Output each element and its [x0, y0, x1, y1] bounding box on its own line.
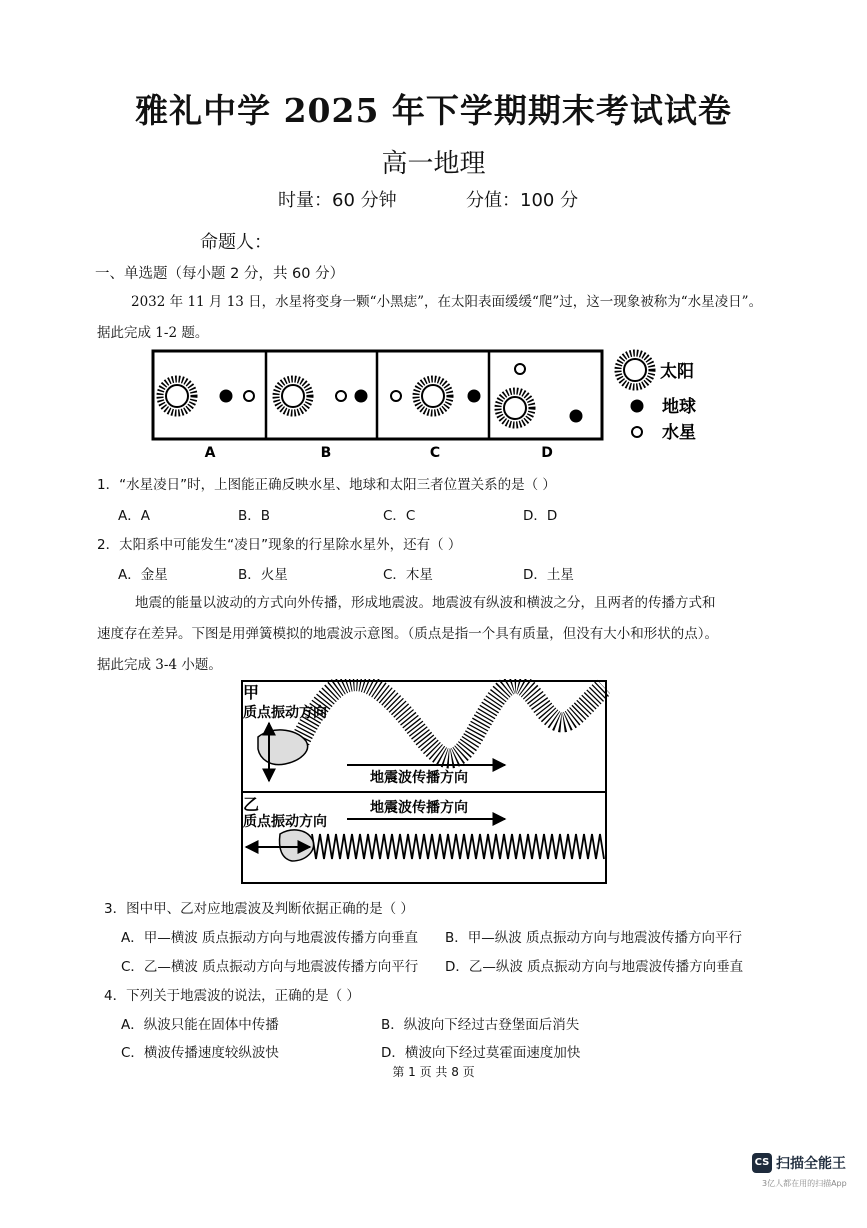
- legend-mercury-label: 水星: [662, 423, 696, 443]
- time-limit: 时量：60 分钟: [278, 190, 397, 211]
- passage-line-2: 速度存在差异。下图是用弹簧模拟的地震波示意图。（质点是指一个具有质量，但没有大小和形状的点）。: [97, 626, 718, 642]
- passage-line-3: 据此完成 3-4 小题。: [97, 657, 222, 673]
- q2-option-a[interactable]: A．金星: [118, 567, 168, 583]
- legend-earth-icon: [631, 400, 644, 413]
- question-2-stem: 2．太阳系中可能发生“凌日”现象的行星除水星外，还有（ ）: [97, 537, 462, 553]
- q3-option-b[interactable]: B．甲—纵波 质点振动方向与地震波传播方向平行: [445, 930, 743, 946]
- page-number: 第 1 页 共 8 页: [392, 1065, 475, 1079]
- transit-figure: [150, 348, 710, 463]
- mercury-icon: [391, 391, 401, 401]
- vibration-direction-label-bottom: 质点振动方向: [243, 814, 327, 830]
- author-line: 命题人：: [200, 232, 272, 253]
- q4-option-d[interactable]: D．横波向下经过莫霍面速度加快: [381, 1045, 581, 1061]
- legend-earth-label: 地球: [662, 397, 696, 417]
- propagation-direction-label-top: 地震波传播方向: [370, 770, 468, 786]
- q2-option-d[interactable]: D．土星: [523, 567, 574, 583]
- earth-icon: [355, 390, 368, 403]
- q1-option-d[interactable]: D．D: [523, 508, 558, 524]
- wave-label-top: 甲: [243, 683, 260, 702]
- q4-option-c[interactable]: C．横波传播速度较纵波快: [121, 1045, 279, 1061]
- legend-mercury-icon: [632, 427, 642, 437]
- q3-option-d[interactable]: D．乙—纵波 质点振动方向与地震波传播方向垂直: [445, 959, 744, 975]
- intro-line-2: 据此完成 1-2 题。: [97, 325, 209, 341]
- panel-label-a: A: [204, 445, 216, 461]
- earth-icon: [468, 390, 481, 403]
- propagation-direction-label-bottom: 地震波传播方向: [370, 800, 468, 816]
- question-3-stem: 3．图中甲、乙对应地震波及判断依据正确的是（ ）: [104, 901, 414, 917]
- longitudinal-spring: [312, 834, 604, 859]
- hand-icon: [280, 830, 314, 861]
- seismic-wave-figure: [240, 679, 610, 887]
- q1-option-a[interactable]: A．A: [118, 508, 150, 524]
- sun-icon: [416, 379, 450, 413]
- earth-icon: [570, 410, 583, 423]
- hand-icon: [258, 730, 308, 765]
- q1-option-b[interactable]: B．B: [238, 508, 271, 524]
- sun-icon: [498, 391, 532, 425]
- passage-line-1: 地震的能量以波动的方式向外传播，形成地震波。地震波有纵波和横波之分，且两者的传播方式和: [135, 595, 716, 611]
- exam-title: 雅礼中学 2025 年下学期期末考试试卷: [135, 91, 732, 130]
- subject-title: 高一地理: [381, 149, 486, 179]
- sun-icon: [160, 379, 194, 413]
- q1-option-c[interactable]: C．C: [383, 508, 416, 524]
- panel-label-d: D: [541, 445, 553, 461]
- transverse-spring: [300, 681, 604, 758]
- q4-option-b[interactable]: B．纵波向下经过古登堡面后消失: [381, 1017, 580, 1033]
- total-score: 分值：100 分: [466, 190, 579, 211]
- scanner-watermark: [752, 1150, 856, 1220]
- camscanner-logo-icon: CS: [752, 1153, 772, 1173]
- earth-icon: [220, 390, 233, 403]
- legend-sun-label: 太阳: [660, 362, 694, 382]
- mercury-icon: [244, 391, 254, 401]
- question-1-stem: 1．“水星凌日”时，上图能正确反映水星、地球和太阳三者位置关系的是（ ）: [97, 477, 556, 493]
- intro-line-1: 2032 年 11 月 13 日，水星将变身一颗“小黑痣”，在太阳表面缓缓“爬”过，这一现象被称为“水星凌日”。: [131, 294, 763, 310]
- q3-option-c[interactable]: C．乙—横波 质点振动方向与地震波传播方向平行: [121, 959, 419, 975]
- mercury-icon: [515, 364, 525, 374]
- sun-icon: [276, 379, 310, 413]
- section-heading: 一、单选题（每小题 2 分，共 60 分）: [95, 266, 345, 282]
- wave-label-bottom: 乙: [243, 795, 260, 814]
- vibration-direction-label-top: 质点振动方向: [243, 705, 327, 721]
- q2-option-b[interactable]: B．火星: [238, 567, 288, 583]
- legend-sun-icon: [618, 353, 652, 387]
- scanner-app-name: 扫描全能王: [776, 1156, 846, 1172]
- panel-label-c: C: [429, 445, 441, 461]
- question-4-stem: 4．下列关于地震波的说法，正确的是（ ）: [104, 988, 360, 1004]
- q3-option-a[interactable]: A．甲—横波 质点振动方向与地震波传播方向垂直: [121, 930, 419, 946]
- scanner-slogan: 3亿人都在用的扫描App: [762, 1179, 847, 1188]
- panel-label-b: B: [320, 445, 332, 461]
- mercury-icon: [336, 391, 346, 401]
- q4-option-a[interactable]: A．纵波只能在固体中传播: [121, 1017, 279, 1033]
- q2-option-c[interactable]: C．木星: [383, 567, 433, 583]
